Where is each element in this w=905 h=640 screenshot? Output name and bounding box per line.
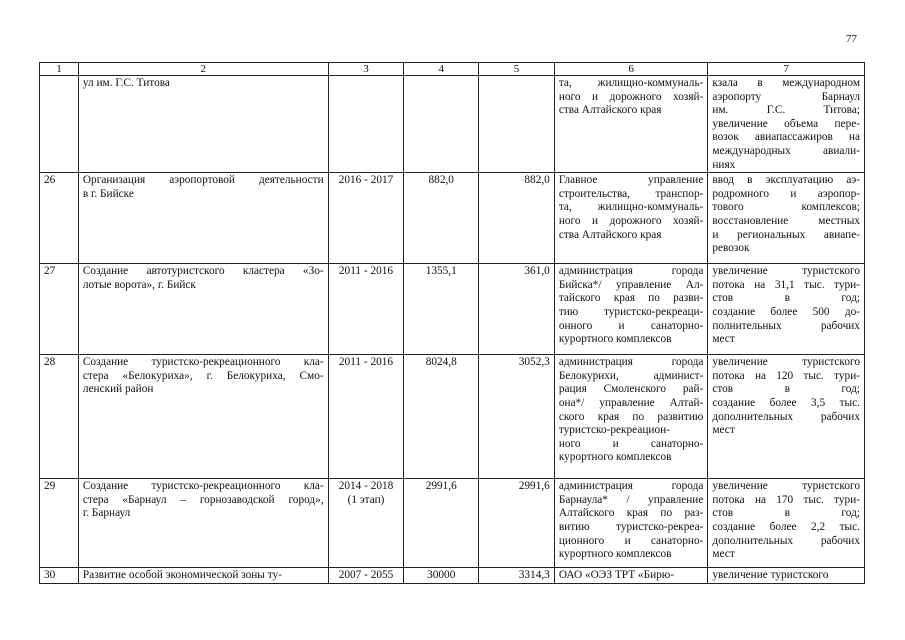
cell-line: в г. Бийске [82,187,134,200]
cell-line: создание более 3,5 тыс. [712,396,860,409]
funding-cell: 3314,3 [479,568,555,584]
total-cost-cell: 1355,1 [404,264,479,355]
executor-cell [554,173,708,264]
program-table [39,62,865,584]
cell-line: полнительных рабочих [712,319,860,332]
cell-line: стера «Барнаул – горнозаводской город», [82,493,324,506]
event-name-cell [78,479,328,568]
table-row [40,479,865,568]
table-row [40,76,865,173]
event-name-cell [78,264,328,355]
column-number-row [40,63,865,76]
result-cell [708,173,865,264]
period-cell [328,479,404,568]
cell-line: Создание туристско-рекреационного кла- [82,356,324,369]
cell-line: та, жилищно-коммуналь- [558,77,704,89]
period-cell [328,173,404,264]
period-cell [328,568,404,584]
cell-line: ского края по развитию [558,410,704,423]
cell-line: Создание туристско-рекреационного кла- [82,480,324,493]
result-cell [708,264,865,355]
cell-line: и региональных авиапе- [712,228,860,241]
column-header: 2 [78,63,328,76]
cell-line: 2016 - 2017 [338,174,394,187]
column-header: 7 [708,63,865,76]
cell-line: увеличение туристского [712,356,860,369]
cell-line: 2007 - 2055 [338,569,394,582]
column-header: 3 [328,63,404,76]
cell-line: (1 этап) [347,493,385,506]
column-header: 1 [40,63,79,76]
cell-line: Алтайского края по раз- [558,507,704,520]
cell-line: ства Алтайского края [558,104,662,117]
cell-line: мест [712,333,735,346]
cell-line: Создание автотуристского кластера «Зо- [82,265,324,278]
cell-line: дополнительных рабочих [712,534,860,547]
funding-cell: 361,0 [479,264,555,355]
cell-line: увеличение туристского [712,569,829,582]
cell-line: курортного комплексов [558,548,672,561]
cell-line: 2011 - 2016 [338,356,394,369]
cell-line: г. Барнаул [82,507,131,520]
cell-line: ниях [712,158,736,171]
row-number-cell [40,76,79,173]
cell-line: кзала в международном [712,77,860,89]
row-number-cell: 29 [40,479,79,568]
cell-line: лотые ворота», г. Бийск [82,278,196,291]
cell-line: ного и дорожного хозяй- [558,90,704,103]
cell-line: аэропорту Барнаул [712,90,860,103]
cell-line: стов в год; [712,292,860,305]
cell-line: дополнительных рабочих [712,410,860,423]
cell-line: потока на 31,1 тыс. тури- [712,278,860,291]
cell-line: Бийска*/ управление Ал- [558,278,704,291]
cell-line: 2014 - 2018 [338,480,394,493]
cell-line: туристско-рекреацион- [558,424,670,437]
event-name-cell [78,173,328,264]
cell-line: она*/ управление Алтай- [558,396,704,409]
cell-line: администрация города [558,265,704,278]
cell-line: тайского края по разви- [558,292,704,305]
cell-line: администрация города [558,356,704,369]
cell-line: создание более 500 до- [712,305,860,318]
cell-line: потока на 120 тыс. тури- [712,369,860,382]
cell-line: витию туристско-рекреа- [558,520,704,533]
cell-line: стов в год; [712,507,860,520]
cell-line: международных авиали- [712,144,860,157]
executor-cell [554,264,708,355]
cell-line: ного и санаторно- [558,437,704,450]
cell-line: восстановление местных [712,214,860,227]
executor-cell [554,355,708,479]
total-cost-cell: 882,0 [404,173,479,264]
row-number-cell: 27 [40,264,79,355]
funding-cell: 2991,6 [479,479,555,568]
period-cell [328,76,404,173]
cell-line: ввод в эксплуатацию аэ- [712,174,860,187]
cell-line: тового комплексов; [712,201,860,214]
result-cell [708,76,865,173]
cell-line: родромного и аэропор- [712,187,860,200]
cell-line: возок авиапассажиров на [712,131,860,144]
cell-line: ул им. Г.С. Титова [82,77,170,89]
event-name-cell [78,568,328,584]
cell-line: курортного комплексов [558,333,672,346]
cell-line: 2011 - 2016 [338,265,394,278]
event-name-cell [78,76,328,173]
cell-line: та, жилищно-коммуналь- [558,201,704,214]
cell-line: Барнаула* / управление [558,493,704,506]
cell-line: строительства, транспор- [558,187,704,200]
row-number-cell: 26 [40,173,79,264]
result-cell [708,479,865,568]
result-cell [708,568,865,584]
cell-line: ционного и санаторно- [558,534,704,547]
executor-cell [554,76,708,173]
page-number: 77 [846,33,857,45]
executor-cell [554,568,708,584]
cell-line: рация Смоленского рай- [558,383,704,396]
cell-line: стов в год; [712,383,860,396]
cell-line: Главное управление [558,174,704,187]
cell-line: тию туристско-рекреаци- [558,305,704,318]
cell-line: им. Г.С. Титова; [712,104,860,117]
total-cost-cell: 30000 [404,568,479,584]
event-name-cell [78,355,328,479]
funding-cell [479,76,555,173]
cell-line: ного и дорожного хозяй- [558,214,704,227]
total-cost-cell: 8024,8 [404,355,479,479]
cell-line: увеличение объема пере- [712,117,860,130]
cell-line: ленский район [82,383,154,396]
cell-line: Развитие особой экономической зоны ту- [82,569,282,582]
cell-line: ОАО «ОЭЗ ТРТ «Бирю- [558,569,674,582]
cell-line: увеличение туристского [712,265,860,278]
cell-line: администрация города [558,480,704,493]
row-number-cell: 28 [40,355,79,479]
column-header: 5 [479,63,555,76]
cell-line: Организация аэропортовой деятельности [82,174,324,187]
table-row [40,355,865,479]
column-header: 6 [554,63,708,76]
cell-line: стера «Белокуриха», г. Белокуриха, Смо- [82,369,324,382]
cell-line: ревозок [712,242,750,255]
cell-line: ства Алтайского края [558,228,662,241]
row-number-cell: 30 [40,568,79,584]
funding-cell: 882,0 [479,173,555,264]
cell-line: создание более 2,2 тыс. [712,520,860,533]
total-cost-cell [404,76,479,173]
cell-line: Белокурихи, админист- [558,369,704,382]
period-cell [328,355,404,479]
cell-line: потока на 170 тыс. тури- [712,493,860,506]
table-row [40,173,865,264]
funding-cell: 3052,3 [479,355,555,479]
cell-line: мест [712,424,735,437]
cell-line: мест [712,548,735,561]
total-cost-cell: 2991,6 [404,479,479,568]
cell-line: онного и санаторно- [558,319,704,332]
executor-cell [554,479,708,568]
column-header: 4 [404,63,479,76]
table-row [40,264,865,355]
period-cell [328,264,404,355]
cell-line: увеличение туристского [712,480,860,493]
cell-line: курортного комплексов [558,451,672,464]
result-cell [708,355,865,479]
table-row [40,568,865,584]
